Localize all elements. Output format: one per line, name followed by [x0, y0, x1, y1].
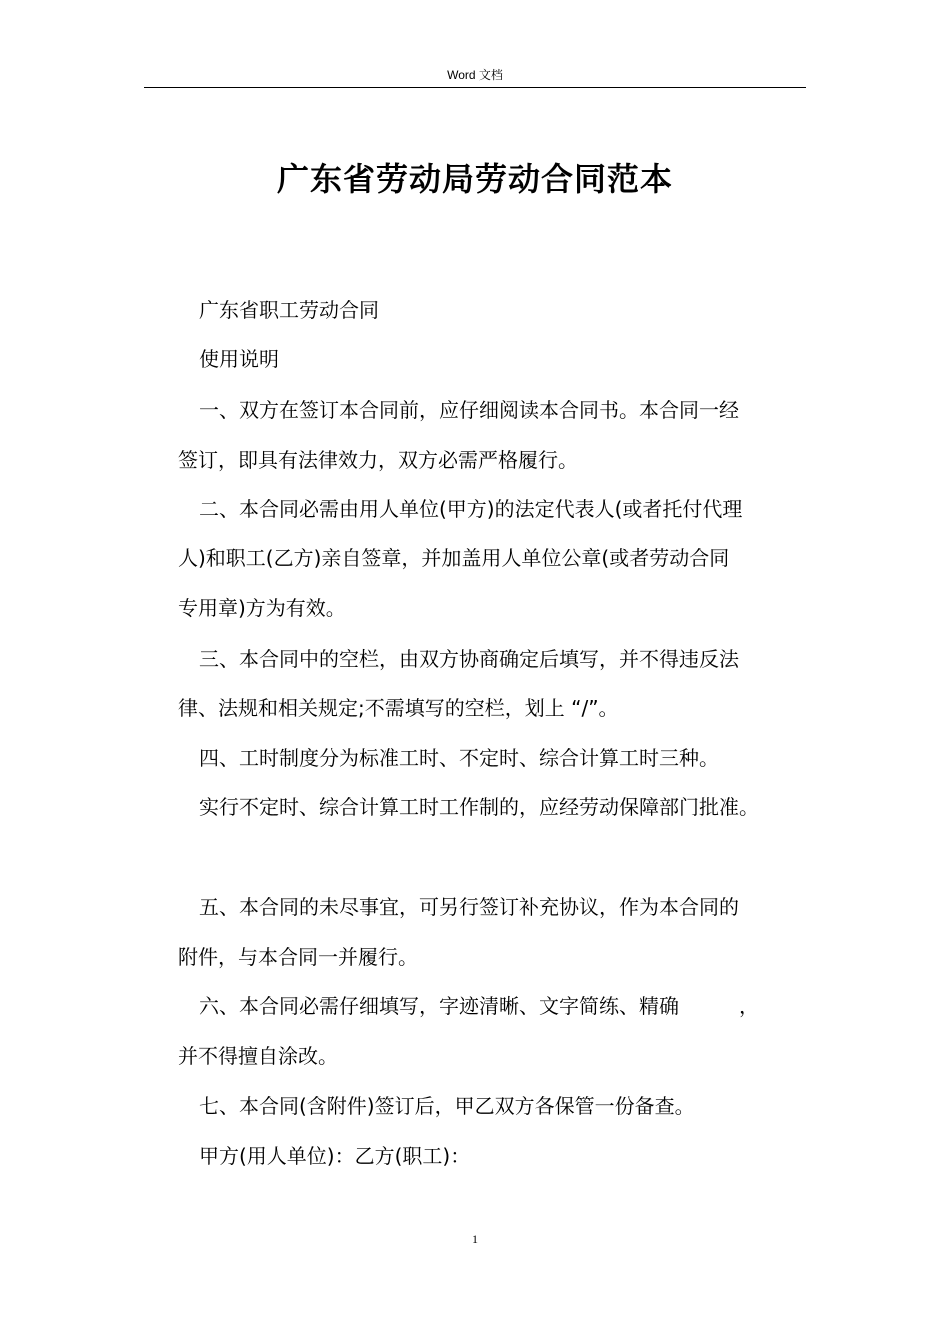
paragraph-line: 律、法规和相关规定;不需填写的空栏，划上 “/”。 — [178, 696, 619, 720]
paragraph-line: 五、本合同的未尽事宜，可另行签订补充协议，作为本合同的 — [199, 895, 739, 919]
paragraph-line: 并不得擅自涂改。 — [178, 1044, 338, 1068]
paragraph-line: 专用章)方为有效。 — [178, 596, 346, 620]
paragraph-line: 一、双方在签订本合同前，应仔细阅读本合同书。本合同一经 — [199, 398, 739, 422]
paragraph-line: 附件，与本合同一并履行。 — [178, 945, 418, 969]
section-heading: 使用说明 — [199, 347, 279, 371]
header-label: Word 文档 — [447, 68, 503, 82]
paragraph-line: 三、本合同中的空栏，由双方协商确定后填写，并不得违反法 — [199, 647, 739, 671]
paragraph-line: 七、本合同(含附件)签订后，甲乙双方各保管一份备查。 — [199, 1094, 695, 1118]
paragraph-line: 六、本合同必需仔细填写，字迹清晰、文字简练、精确 ， — [199, 994, 759, 1018]
paragraph-line: 二、本合同必需由用人单位(甲方)的法定代表人(或者托付代理 — [199, 497, 743, 521]
document-title: 广东省劳动局劳动合同范本 — [276, 160, 673, 198]
paragraph-line: 人)和职工(乙方)亲自签章，并加盖用人单位公章(或者劳动合同 — [178, 546, 730, 570]
paragraph-line: 实行不定时、综合计算工时工作制的，应经劳动保障部门批准。 — [199, 795, 759, 819]
paragraph-line: 四、工时制度分为标准工时、不定时、综合计算工时三种。 — [199, 746, 719, 770]
header-divider — [144, 87, 806, 88]
contract-name: 广东省职工劳动合同 — [199, 298, 379, 322]
paragraph-line: 签订，即具有法律效力，双方必需严格履行。 — [178, 448, 578, 472]
page-number: 1 — [472, 1232, 478, 1246]
signature-line: 甲方(用人单位)：乙方(职工)： — [199, 1144, 471, 1168]
